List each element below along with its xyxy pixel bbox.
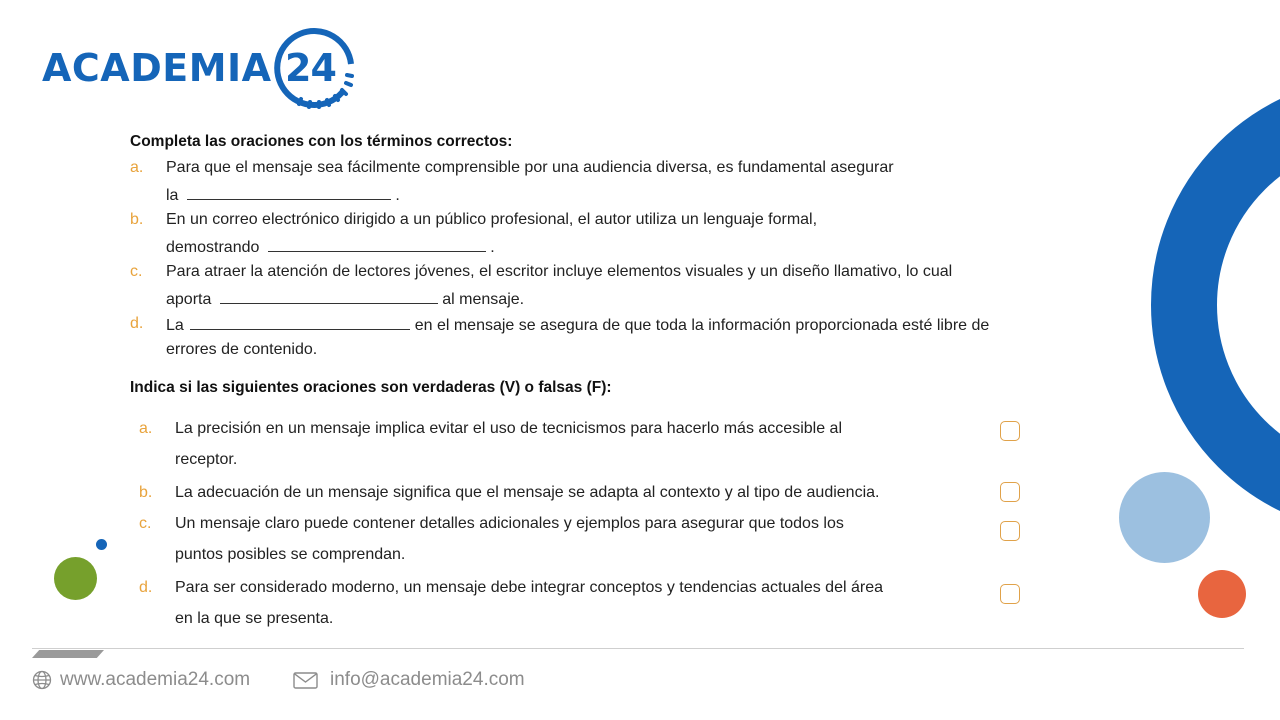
answer-blank[interactable] xyxy=(220,285,438,304)
logo-number: 24 xyxy=(285,46,336,90)
item-text: Para atraer la atención de lectores jóvenes, el escritor incluye elementos visuales y un diseño llamativo, lo cual xyxy=(166,263,953,280)
item-text: Para que el mensaje sea fácilmente comprensible por una audiencia diversa, es fundamental asegurar xyxy=(166,159,894,176)
fill-item-d xyxy=(130,311,1090,363)
item-letter: a. xyxy=(130,159,144,176)
fill-item-a xyxy=(130,155,1090,207)
small-blue-dot xyxy=(96,539,107,550)
item-text: en el mensaje se asegura de que toda la información proporcionada esté libre de xyxy=(414,317,990,334)
footer-divider xyxy=(32,648,1244,649)
light-blue-circle xyxy=(1119,472,1210,563)
item-text: La precisión en un mensaje implica evitar el uso de tecnicismos para hacerlo más accesible al xyxy=(175,420,842,437)
orange-circle xyxy=(1198,570,1246,618)
true-false-checkbox[interactable] xyxy=(1000,421,1020,441)
item-letter: d. xyxy=(130,315,144,332)
item-text: puntos posibles se comprendan. xyxy=(175,546,406,563)
item-text: La xyxy=(166,317,184,334)
footer-tab-decoration xyxy=(32,650,104,658)
item-letter: c. xyxy=(139,515,152,532)
item-letter: c. xyxy=(130,263,143,280)
tf-item-c xyxy=(139,508,979,570)
answer-blank[interactable] xyxy=(268,233,486,252)
footer-email-link[interactable]: info@academia24.com xyxy=(330,669,525,690)
tf-item-d xyxy=(139,572,999,634)
true-false-checkbox[interactable] xyxy=(1000,584,1020,604)
answer-blank[interactable] xyxy=(187,181,391,200)
item-letter: b. xyxy=(139,484,153,501)
fill-item-c xyxy=(130,259,1090,311)
section2-heading: Indica si las siguientes oraciones son verdaderas (V) o falsas (F): xyxy=(130,379,612,396)
blue-arc-decoration xyxy=(1150,95,1280,515)
item-letter: a. xyxy=(139,420,153,437)
item-text: Un mensaje claro puede contener detalles adicionales y ejemplos para asegurar que todos los xyxy=(175,515,844,532)
item-text: demostrando xyxy=(166,239,260,256)
true-false-checkbox[interactable] xyxy=(1000,521,1020,541)
item-text: Para ser considerado moderno, un mensaje debe integrar conceptos y tendencias actuales del área xyxy=(175,579,883,596)
tf-item-b xyxy=(139,477,999,508)
tf-item-a xyxy=(139,413,979,475)
envelope-icon xyxy=(293,672,318,689)
item-text: al mensaje. xyxy=(442,291,525,308)
green-circle xyxy=(54,557,97,600)
item-text: errores de contenido. xyxy=(166,341,318,358)
item-text: receptor. xyxy=(175,451,238,468)
logo-wordmark: ACADEMIA xyxy=(42,46,272,90)
item-text: La adecuación de un mensaje significa que el mensaje se adapta al contexto y al tipo de audiencia. xyxy=(175,484,880,501)
academia24-logo xyxy=(42,28,362,112)
item-text: en la que se presenta. xyxy=(175,610,334,627)
item-text: la xyxy=(166,187,179,204)
section1-heading: Completa las oraciones con los términos correctos: xyxy=(130,133,513,150)
fill-item-b xyxy=(130,207,1090,259)
item-text: aporta xyxy=(166,291,212,308)
answer-blank[interactable] xyxy=(190,311,410,330)
item-text: . xyxy=(490,239,495,256)
globe-icon xyxy=(32,670,52,690)
item-text: En un correo electrónico dirigido a un público profesional, el autor utiliza un lenguaje formal, xyxy=(166,211,818,228)
item-letter: b. xyxy=(130,211,144,228)
true-false-checkbox[interactable] xyxy=(1000,482,1020,502)
footer-website-link[interactable]: www.academia24.com xyxy=(60,669,251,690)
item-letter: d. xyxy=(139,579,153,596)
item-text: . xyxy=(395,187,400,204)
